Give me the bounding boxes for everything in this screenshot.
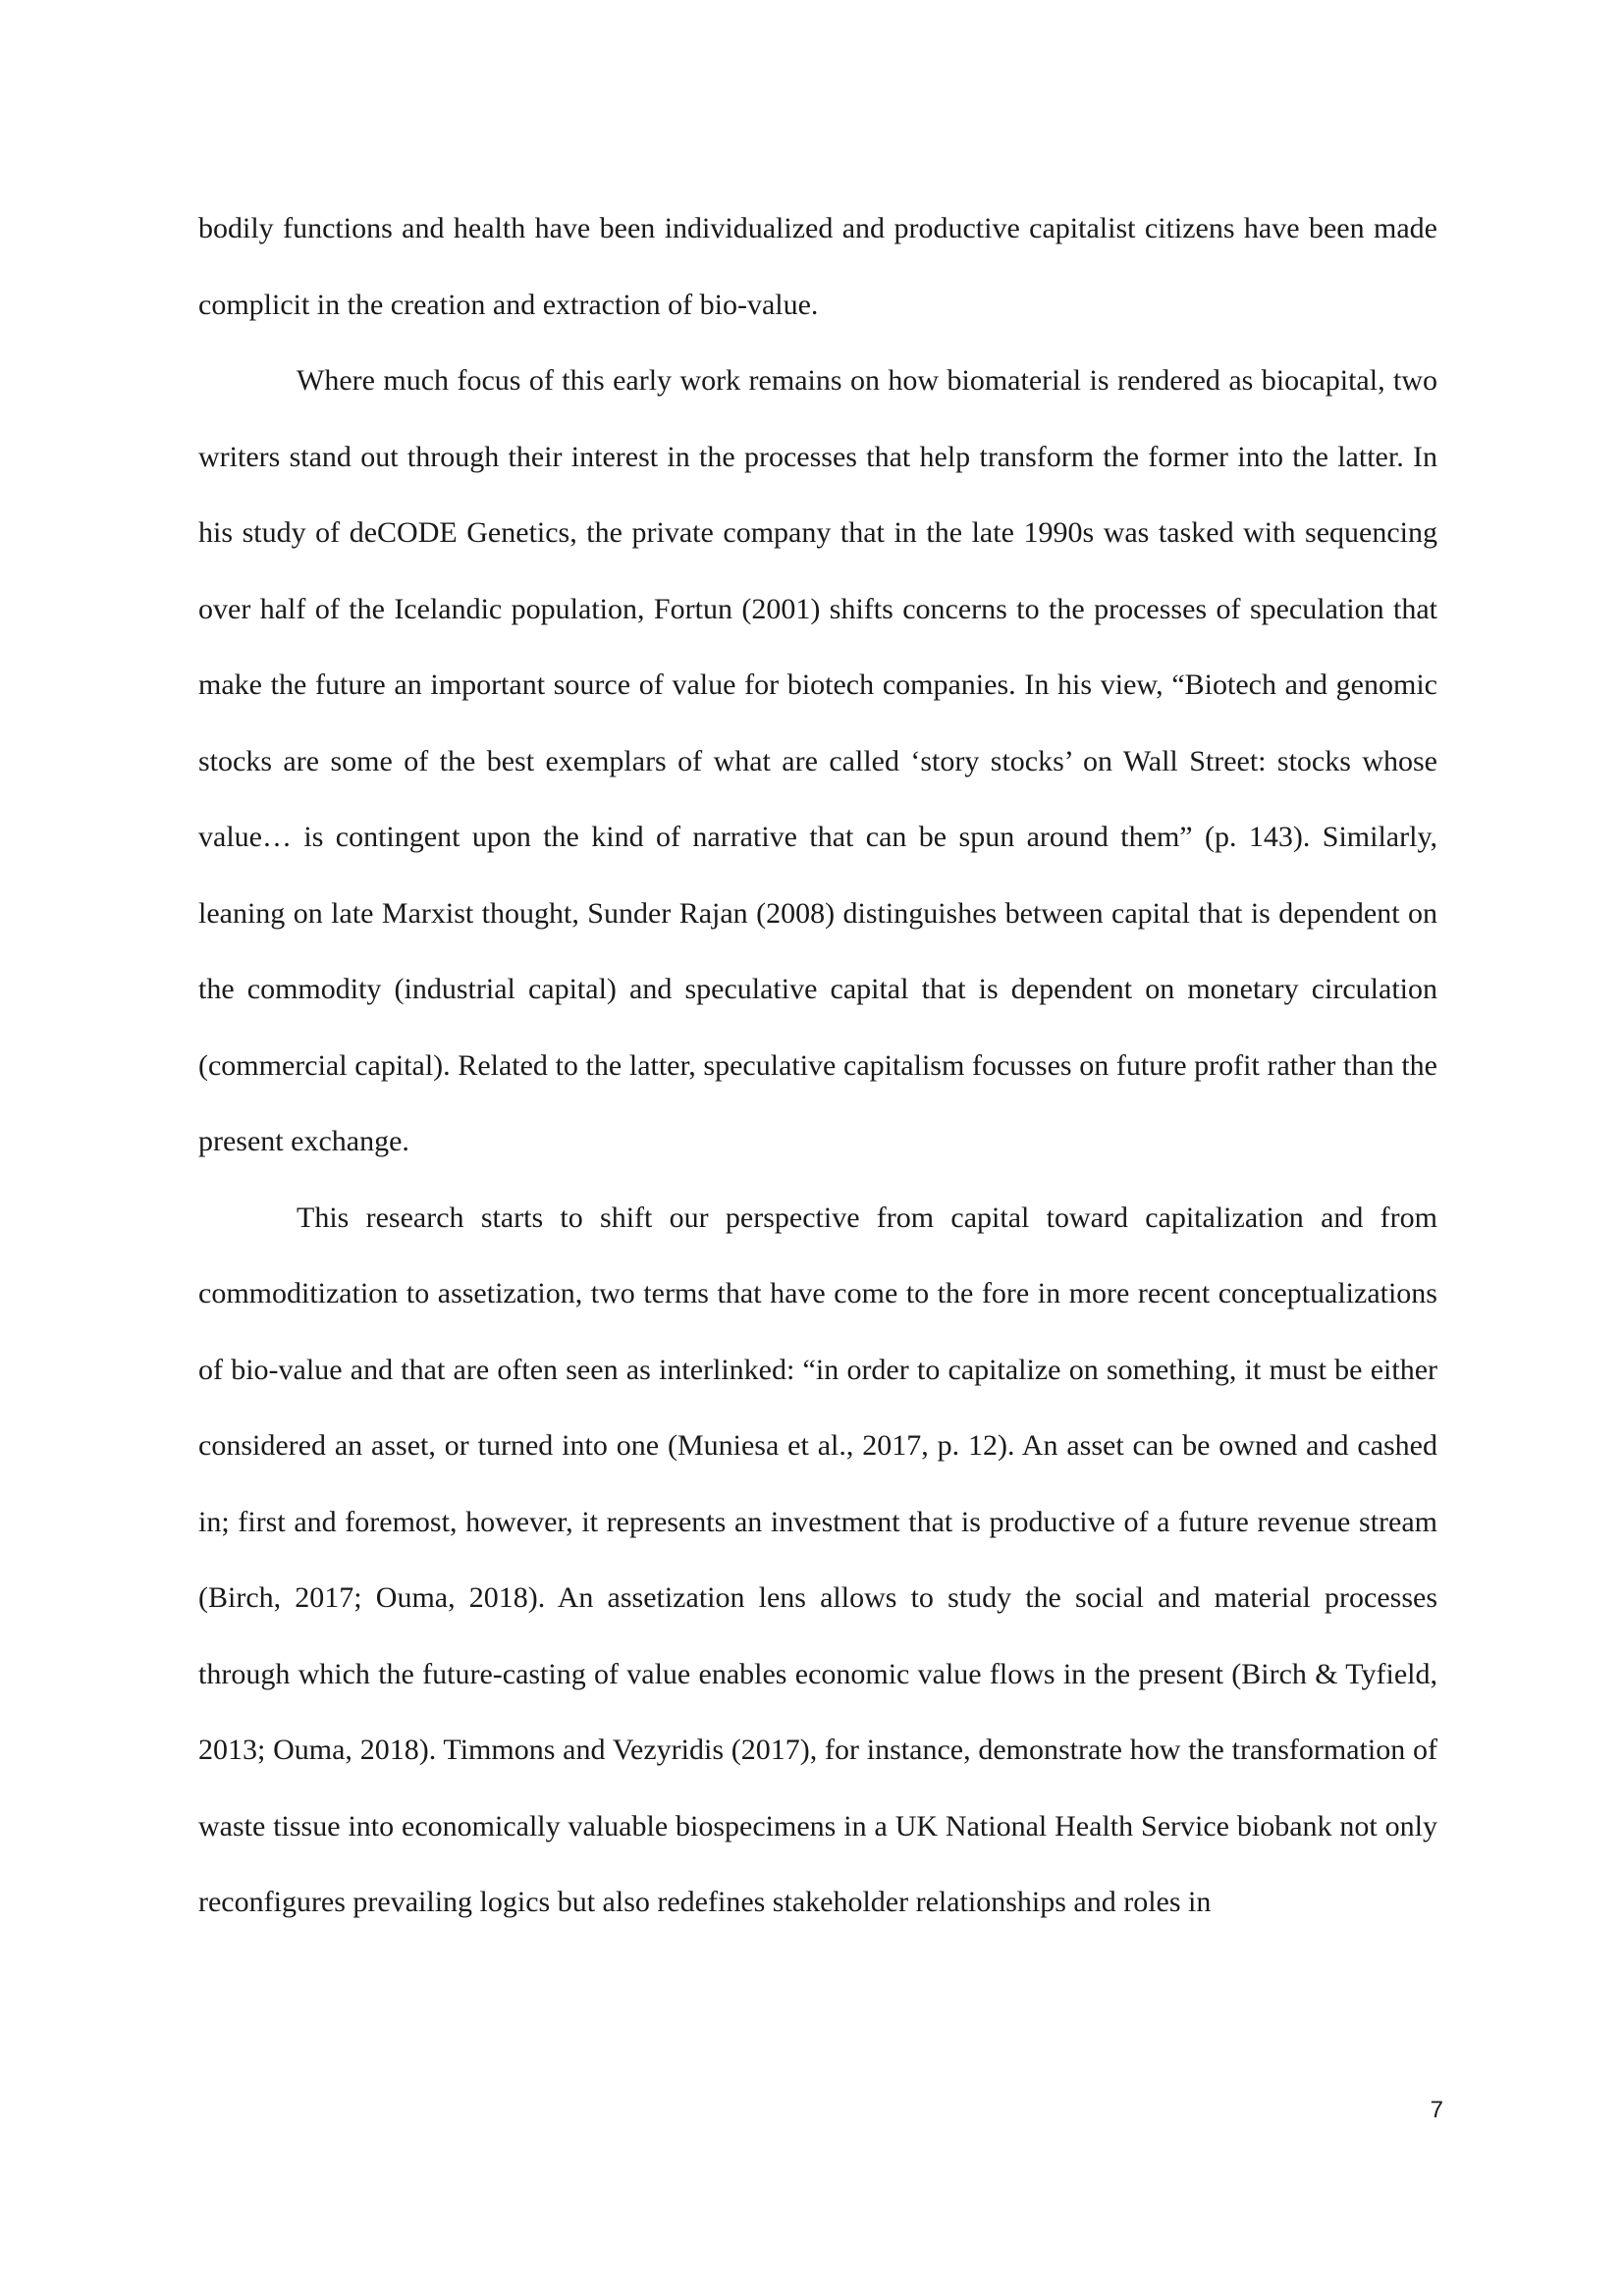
- paragraph-continuation: bodily functions and health have been individualized and productive capitalist citizens have been made complicit in the creation and extraction of bio-value.: [198, 212, 1437, 321]
- body-text: [198, 190, 1437, 1941]
- paragraph-assetization: This research starts to shift our perspective from capital toward capitalization and from commoditization to assetization, two terms that have come to the fore in more recent conceptualizations of bio-value and that are often seen as interlinked: “in order to capitalize on something, it must be either considered an asset, or turned into one (Muniesa et al., 2017, p. 12). An asset can be owned and cashed in; first and foremost, however, it represents an investment that is productive of a future revenue stream (Birch, 2017; Ouma, 2018). An assetization lens allows to study the social and material processes through which the future-casting of value enables economic value flows in the present (Birch & Tyfield, 2013; Ouma, 2018). Timmons and Vezyridis (2017), for instance, demonstrate how the transformation of waste tissue into economically valuable biospecimens in a UK National Health Service biobank not only reconfigures prevailing logics but also redefines stakeholder relationships and roles in: [198, 1201, 1437, 1918]
- paragraph-biocapital-speculation: Where much focus of this early work remains on how biomaterial is rendered as biocapital, two writers stand out through their interest in the processes that help transform the former into the latter. In his study of deCODE Genetics, the private company that in the late 1990s was tasked with sequencing over half of the Icelandic population, Fortun (2001) shifts concerns to the processes of speculation that make the future an important source of value for biotech companies. In his view, “Biotech and genomic stocks are some of the best exemplars of what are called ‘story stocks’ on Wall Street: stocks whose value… is contingent upon the kind of narrative that can be spun around them” (p. 143). Similarly, leaning on late Marxist thought, Sunder Rajan (2008) distinguishes between capital that is dependent on the commodity (industrial capital) and speculative capital that is dependent on monetary circulation (commercial capital). Related to the latter, speculative capitalism focusses on future profit rather than the present exchange.: [198, 364, 1437, 1157]
- page-number: 7: [1430, 2097, 1443, 2123]
